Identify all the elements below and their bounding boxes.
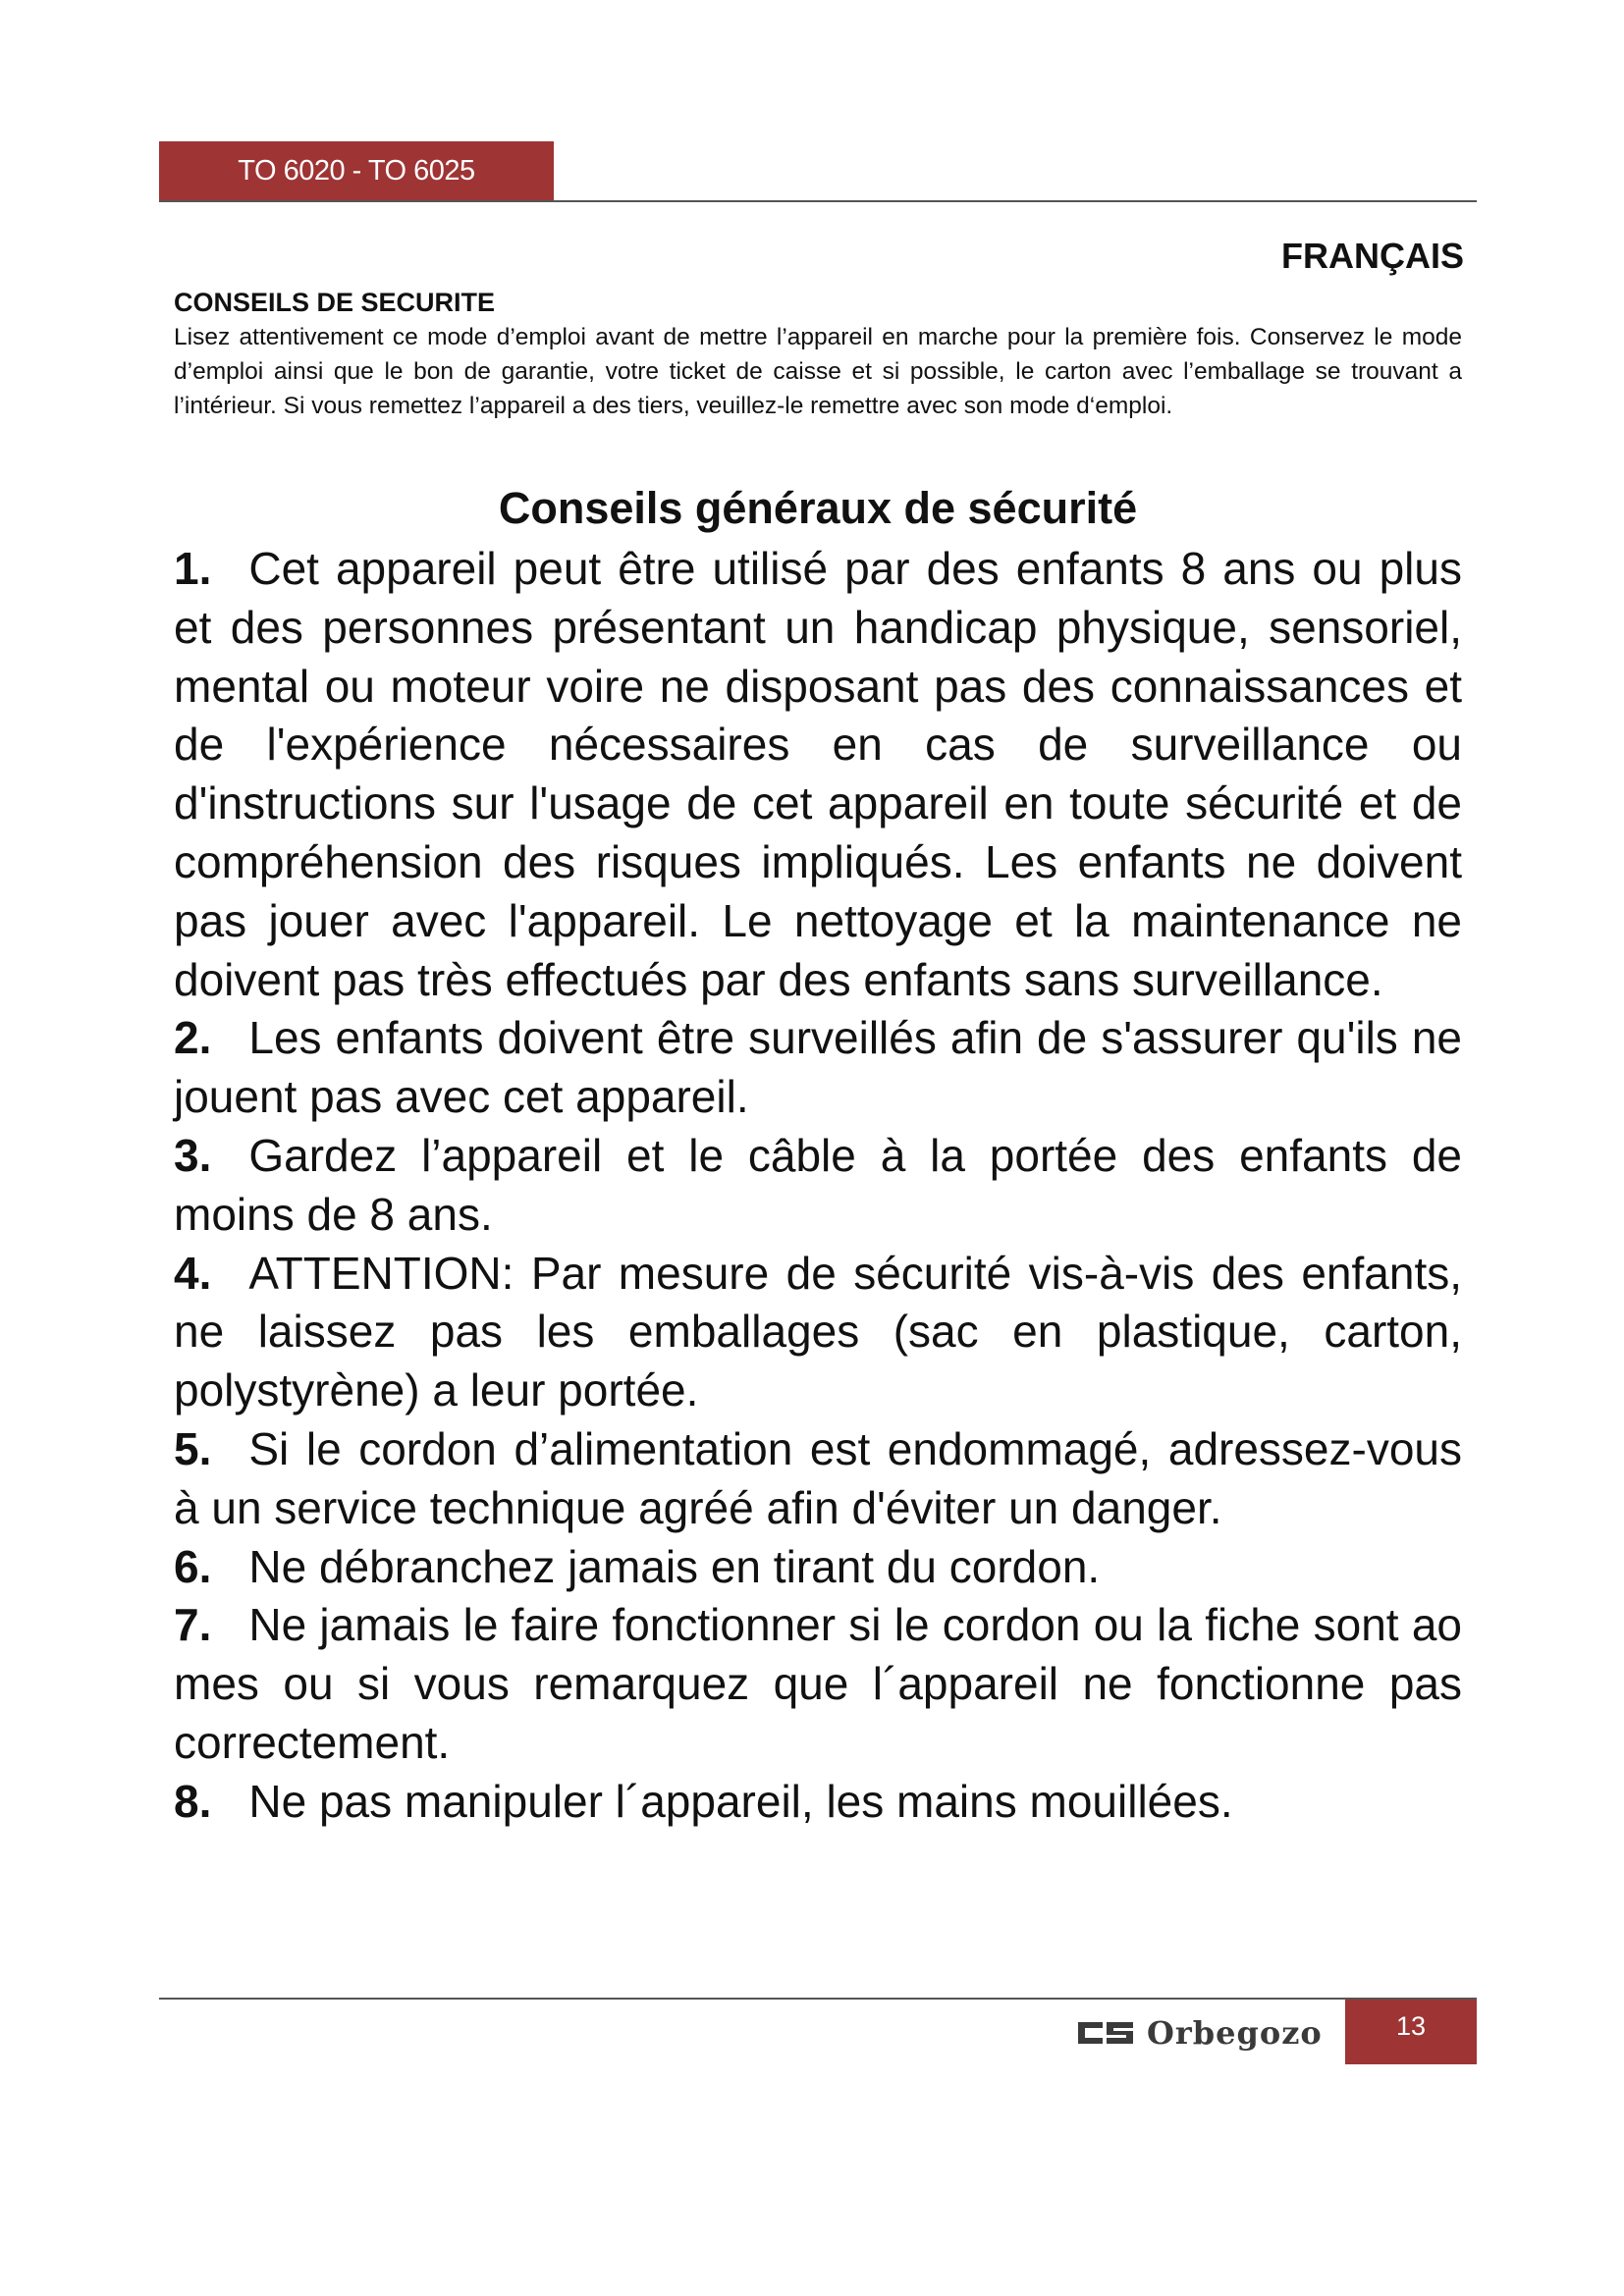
rule-text: Ne jamais le faire fonctionner si le cordon ou la fiche sont ao mes ou si vous remarquez que l´appareil ne fonctionne pas correctement.	[174, 1599, 1462, 1768]
page-number: 13	[1395, 2011, 1427, 2041]
brand-emblem-icon	[1076, 2018, 1135, 2048]
model-number: TO 6020 - TO 6025	[238, 154, 475, 187]
footer-divider	[159, 1998, 1477, 2000]
rule-text: Ne pas manipuler l´appareil, les mains mouillées.	[248, 1775, 1233, 1827]
rule-number: 8.	[174, 1775, 212, 1827]
intro-heading: CONSEILS DE SECURITE	[174, 288, 496, 317]
rule-number: 4.	[174, 1247, 212, 1299]
intro-block	[174, 285, 1462, 423]
page-number-box	[1345, 2000, 1477, 2064]
rule-item	[174, 540, 1462, 1009]
language-label: FRANÇAIS	[1281, 236, 1464, 276]
rule-text: Les enfants doivent être surveillés afin de s'assurer qu'ils ne jouent pas avec cet appareil.	[174, 1012, 1462, 1123]
rule-item	[174, 1127, 1462, 1245]
rule-item	[174, 1245, 1462, 1420]
rule-item	[174, 1009, 1462, 1127]
rule-number: 6.	[174, 1540, 212, 1592]
rule-item	[174, 1420, 1462, 1538]
rule-number: 5.	[174, 1422, 212, 1474]
rule-text: Gardez l’appareil et le câble à la portée des enfants de moins de 8 ans.	[174, 1129, 1462, 1240]
intro-text: Lisez attentivement ce mode d’emploi avant de mettre l’appareil en marche pour la première fois. Conservez le mode d’emploi ainsi que le bon de garantie, votre ticket de caisse et si possible, le carton avec l’emballage se trouvant a l’intérieur. Si vous remettez l’appareil a des tiers, veuillez-le remettre avec son mode d‘emploi.	[174, 324, 1462, 419]
rule-text: Cet appareil peut être utilisé par des enfants 8 ans ou plus et des personnes présentant un handicap physique, sensoriel, mental ou moteur voire ne disposant pas des connaissances et de l'expérience nécessaires en cas de surveillance ou d'instructions sur l'usage de cet appareil en toute sécurité et de compréhension des risques impliqués. Les enfants ne doivent pas jouer avec l'appareil. Le nettoyage et la maintenance ne doivent pas très effectués par des enfants sans surveillance.	[174, 543, 1462, 1005]
rule-item	[174, 1538, 1462, 1597]
rule-item	[174, 1596, 1462, 1772]
rule-text: Si le cordon d’alimentation est endommagé, adressez-vous à un service technique agréé afin d'éviter un danger.	[174, 1422, 1462, 1533]
rule-item	[174, 1773, 1462, 1832]
rule-number: 3.	[174, 1129, 212, 1181]
brand-name: Orbegozo	[1147, 2014, 1323, 2052]
header-divider	[159, 200, 1477, 202]
rule-text: ATTENTION: Par mesure de sécurité vis-à-vis des enfants, ne laissez pas les emballages (sac en plastique, carton, polystyrène) a leur portée.	[174, 1247, 1462, 1416]
rule-number: 2.	[174, 1012, 212, 1064]
rule-number: 7.	[174, 1599, 212, 1651]
safety-rules-list	[174, 540, 1462, 1832]
brand-logo	[1076, 2013, 1323, 2053]
rule-number: 1.	[174, 543, 212, 594]
model-tab	[159, 141, 554, 200]
rule-text: Ne débranchez jamais en tirant du cordon.	[248, 1540, 1101, 1592]
section-title: Conseils généraux de sécurité	[498, 483, 1138, 533]
